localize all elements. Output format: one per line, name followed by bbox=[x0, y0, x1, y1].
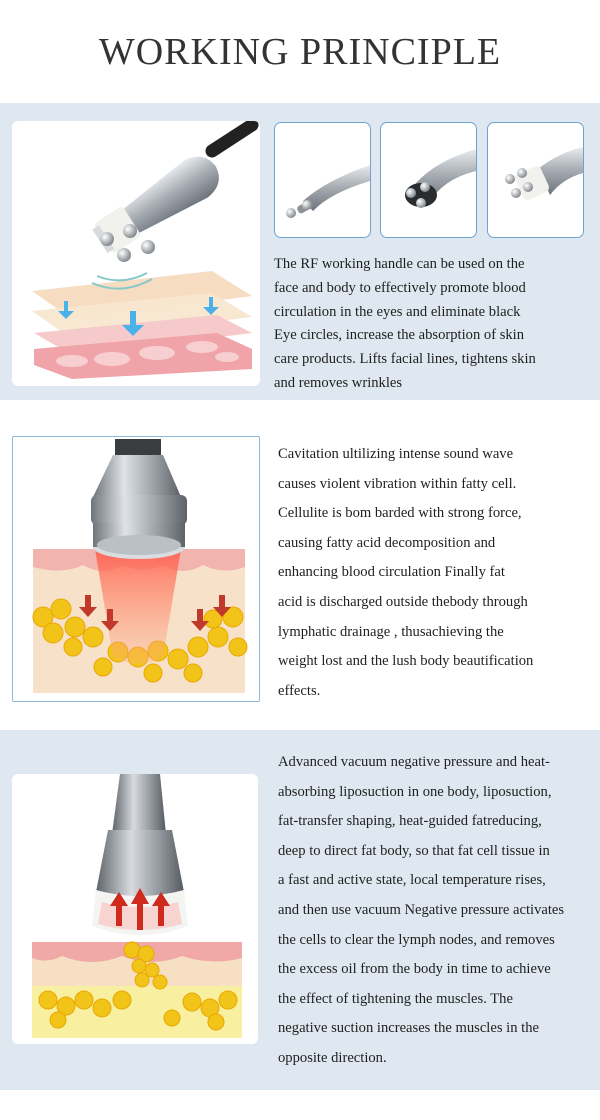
text-line: enhancing blood circulation Finally fat bbox=[278, 564, 505, 581]
text-line: Cellulite is bom barded with strong force, bbox=[278, 505, 522, 522]
page-title: WORKING PRINCIPLE bbox=[98, 31, 502, 73]
cavitation-description bbox=[278, 440, 596, 706]
text-line: Cavitation ultilizing intense sound wave bbox=[278, 446, 514, 462]
text-line: The RF working handle can be used on the bbox=[274, 256, 525, 272]
text-line: weight lost and the lush body beautification bbox=[278, 653, 534, 670]
rf-probe-quadripolar-thumbnail bbox=[487, 122, 584, 238]
text-line: the excess oil from the body in time to achieve bbox=[278, 961, 551, 978]
text-line: Eye circles, increase the absorption of skin bbox=[274, 327, 525, 344]
text-line: causes violent vibration within fatty cell. bbox=[278, 475, 517, 492]
text-line: face and body to effectively promote blood bbox=[274, 279, 526, 296]
text-line: a fast and active state, local temperature rises, bbox=[278, 872, 546, 889]
text-line: care products. Lifts facial lines, tightens skin bbox=[274, 351, 536, 368]
vacuum-description bbox=[278, 748, 596, 1074]
rf-probe-tripolar-thumbnail bbox=[380, 122, 477, 238]
vacuum-illustration bbox=[12, 774, 258, 1044]
text-line: acid is discharged outside thebody through bbox=[278, 593, 528, 610]
text-line: circulation in the eyes and eliminate black bbox=[274, 303, 521, 320]
text-line: fat-transfer shaping, heat-guided fatreducing, bbox=[278, 813, 542, 830]
text-line: Advanced vacuum negative pressure and heat- bbox=[278, 754, 550, 770]
rf-probe-two-pole-thumbnail bbox=[274, 122, 371, 238]
rf-description bbox=[274, 253, 592, 396]
text-line: the effect of tightening the muscles. The bbox=[278, 990, 513, 1007]
text-line: absorbing liposuction in one body, liposuction, bbox=[278, 783, 552, 800]
text-line: opposite direction. bbox=[278, 1049, 387, 1066]
cavitation-illustration bbox=[12, 436, 260, 702]
text-line: deep to direct fat body, so that fat cell tissue in bbox=[278, 842, 550, 859]
text-line: and then use vacuum Negative pressure activates bbox=[278, 901, 565, 918]
text-line: causing fatty acid decomposition and bbox=[278, 534, 496, 551]
text-line: effects. bbox=[278, 682, 321, 699]
rf-handle-illustration bbox=[12, 121, 260, 386]
text-line: lymphatic drainage , thusachieving the bbox=[278, 623, 504, 640]
text-line: the cells to clear the lymph nodes, and removes bbox=[278, 931, 555, 948]
text-line: and removes wrinkles bbox=[274, 374, 403, 391]
text-line: negative suction increases the muscles in the bbox=[278, 1020, 539, 1037]
